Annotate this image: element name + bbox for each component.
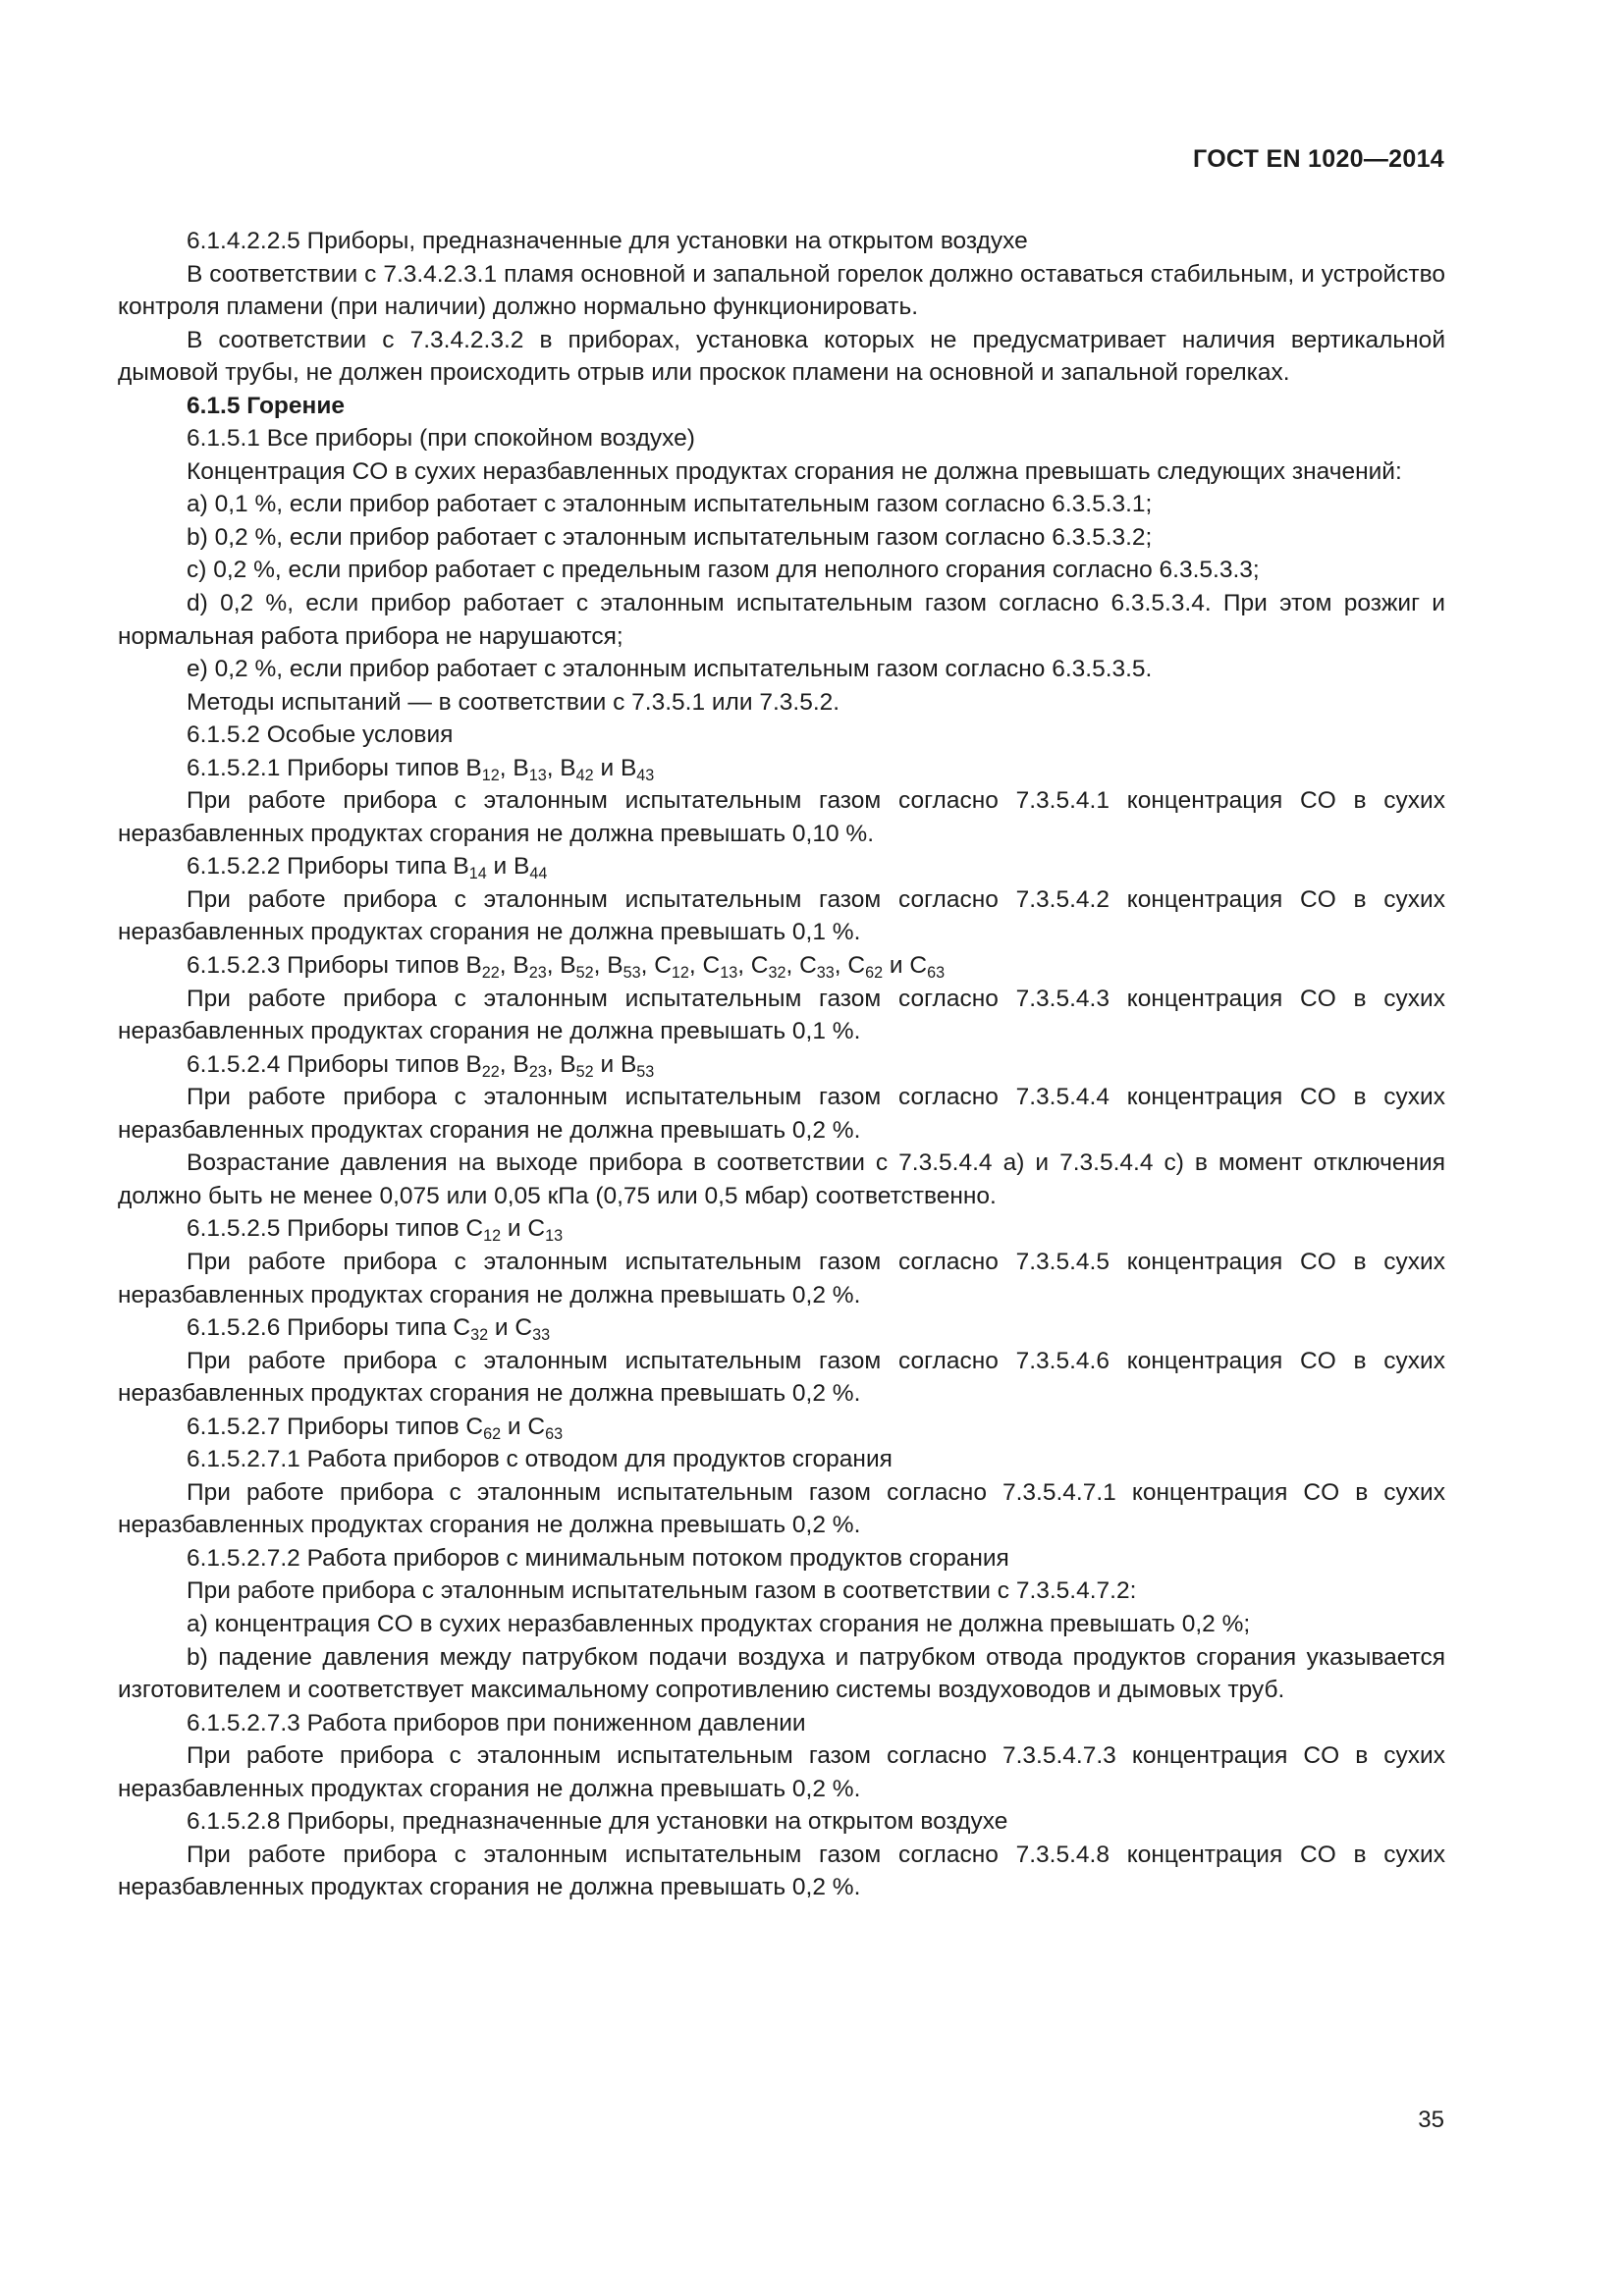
paragraph-text: 6.1.5 Горение — [187, 392, 346, 419]
subscript-text: 14 — [468, 865, 487, 883]
subscript-text: 33 — [532, 1326, 551, 1345]
paragraph-text: При работе прибора с эталонным испытательным газом согласно 7.3.5.4.4 концентрация CO в сухих неразбавленных продуктах сгорания не должна превышать 0,2 %. — [118, 1084, 1445, 1144]
paragraph — [118, 850, 1445, 883]
paragraph — [118, 390, 1445, 423]
paragraph-text: 6.1.5.2 Особые условия — [187, 721, 454, 749]
subscript-text: 22 — [481, 964, 500, 983]
paragraph — [118, 1608, 1445, 1641]
paragraph-text: 6.1.5.1 Все приборы (при спокойном воздухе) — [187, 425, 695, 453]
paragraph — [118, 1542, 1445, 1575]
subscript-text: 53 — [623, 964, 641, 983]
paragraph-text: 6.1.5.2.3 Приборы типов B — [187, 952, 482, 980]
paragraph-text: a) 0,1 %, если прибор работает с эталонным испытательным газом согласно 6.3.5.3.1; — [187, 491, 1153, 518]
subscript-text: 62 — [865, 964, 884, 983]
paragraph-text: a) концентрация CO в сухих неразбавленных продуктах сгорания не должна превышать 0,2 %; — [187, 1610, 1251, 1637]
subscript-text: 52 — [575, 1062, 594, 1081]
paragraph-text: , B — [546, 754, 576, 781]
paragraph — [118, 1575, 1445, 1608]
paragraph — [118, 1411, 1445, 1444]
paragraph-text: При работе прибора с эталонным испытательным газом согласно 7.3.5.4.8 концентрация CO в сухих неразбавленных продуктах сгорания не должна превышать 0,2 %. — [118, 1841, 1445, 1901]
paragraph — [118, 488, 1445, 521]
paragraph — [118, 1048, 1445, 1082]
subscript-text: 23 — [528, 1062, 547, 1081]
paragraph-text: , B — [499, 952, 529, 980]
subscript-text: 13 — [545, 1227, 564, 1246]
paragraph — [118, 1443, 1445, 1476]
paragraph-text: 6.1.5.2.7.2 Работа приборов с минимальным потоком продуктов сгорания — [187, 1544, 1009, 1572]
paragraph — [118, 686, 1445, 720]
paragraph-text: 6.1.5.2.4 Приборы типов B — [187, 1050, 482, 1078]
paragraph — [118, 784, 1445, 850]
subscript-text: 44 — [529, 865, 548, 883]
paragraph-text: 6.1.5.2.5 Приборы типов C — [187, 1215, 484, 1243]
paragraph — [118, 1641, 1445, 1707]
paragraph-text: При работе прибора с эталонным испытательным газом согласно 7.3.5.4.2 концентрация CO в сухих неразбавленных продуктах сгорания не должна превышать 0,1 %. — [118, 885, 1445, 946]
paragraph-text: 6.1.5.2.7.3 Работа приборов при пониженном давлении — [187, 1709, 806, 1736]
paragraph — [118, 1311, 1445, 1345]
paragraph-text: e) 0,2 %, если прибор работает с эталонным испытательным газом согласно 6.3.5.3.5. — [187, 656, 1153, 683]
paragraph-text: 6.1.5.2.7.1 Работа приборов с отводом для продуктов сгорания — [187, 1446, 893, 1473]
paragraph — [118, 883, 1445, 949]
paragraph — [118, 949, 1445, 983]
paragraph — [118, 752, 1445, 785]
paragraph — [118, 587, 1445, 653]
paragraph-text: 6.1.5.2.8 Приборы, предназначенные для установки на открытом воздухе — [187, 1808, 1008, 1836]
subscript-text: 22 — [481, 1062, 500, 1081]
paragraph — [118, 422, 1445, 455]
paragraph-text: В соответствии с 7.3.4.2.3.1 пламя основной и запальной горелок должно оставаться стабильным, и устройство контроля пламени (при наличии) должно нормально функционировать. — [118, 260, 1445, 321]
paragraph — [118, 983, 1445, 1048]
subscript-text: 33 — [816, 964, 835, 983]
paragraph-text: При работе прибора с эталонным испытательным газом согласно 7.3.5.4.6 концентрация CO в сухих неразбавленных продуктах сгорания не должна превышать 0,2 %. — [118, 1347, 1445, 1408]
subscript-text: 13 — [720, 964, 738, 983]
subscript-text: 52 — [575, 964, 594, 983]
paragraph-text: , B — [499, 754, 529, 781]
document-header: ГОСТ EN 1020—2014 — [1193, 145, 1444, 173]
paragraph — [118, 1147, 1445, 1212]
paragraph — [118, 719, 1445, 752]
paragraph — [118, 1476, 1445, 1542]
paragraph-text: 6.1.5.2.2 Приборы типа B — [187, 853, 469, 881]
paragraph — [118, 653, 1445, 686]
paragraph — [118, 1212, 1445, 1246]
paragraph — [118, 1081, 1445, 1147]
paragraph-text: Концентрация CO в сухих неразбавленных продуктах сгорания не должна превышать следующих значений: — [187, 457, 1402, 485]
paragraph-text: , B — [546, 952, 576, 980]
paragraph — [118, 1707, 1445, 1740]
paragraph — [118, 554, 1445, 587]
subscript-text: 62 — [483, 1424, 502, 1443]
subscript-text: 12 — [671, 964, 689, 983]
subscript-text: 32 — [470, 1326, 489, 1345]
subscript-text: 12 — [483, 1227, 502, 1246]
paragraph-text: d) 0,2 %, если прибор работает с эталонным испытательным газом согласно 6.3.5.3.4. При этом розжиг и нормальная работа прибора не нарушаются; — [118, 590, 1445, 650]
subscript-text: 43 — [636, 766, 655, 784]
paragraph — [118, 455, 1445, 489]
paragraph — [118, 324, 1445, 390]
paragraph-text: При работе прибора с эталонным испытательным газом согласно 7.3.5.4.5 концентрация CO в сухих неразбавленных продуктах сгорания не должна превышать 0,2 %. — [118, 1248, 1445, 1308]
paragraph-text: и B — [486, 853, 530, 881]
paragraph-text: 6.1.5.2.6 Приборы типа C — [187, 1314, 471, 1342]
subscript-text: 12 — [481, 766, 500, 784]
paragraph-text: При работе прибора с эталонным испытательным газом согласно 7.3.5.4.3 концентрация CO в сухих неразбавленных продуктах сгорания не должна превышать 0,1 %. — [118, 985, 1445, 1045]
paragraph-text: При работе прибора с эталонным испытательным газом согласно 7.3.5.4.7.1 концентрация CO в сухих неразбавленных продуктах сгорания не должна превышать 0,2 %. — [118, 1478, 1445, 1539]
subscript-text: 63 — [927, 964, 946, 983]
subscript-text: 63 — [545, 1424, 564, 1443]
subscript-text: 13 — [528, 766, 547, 784]
paragraph-text: , B — [593, 952, 623, 980]
document-body — [118, 225, 1445, 1904]
paragraph-text: , C — [785, 952, 817, 980]
paragraph-text: и B — [593, 754, 637, 781]
paragraph-text: 6.1.5.2.1 Приборы типов B — [187, 754, 482, 781]
paragraph-text: В соответствии с 7.3.4.2.3.2 в приборах, установка которых не предусматривает наличия вертикальной дымовой трубы, не должен происходить отрыв или проскок пламени на основной и запальной горелках. — [118, 326, 1445, 387]
paragraph — [118, 1345, 1445, 1411]
paragraph — [118, 1246, 1445, 1311]
paragraph-text: При работе прибора с эталонным испытательным газом в соответствии с 7.3.5.4.7.2: — [187, 1577, 1137, 1605]
paragraph-text: b) падение давления между патрубком подачи воздуха и патрубком отвода продуктов сгорания указывается изготовителем и соответствует максимальному сопротивлению системы воздуховодов и дымовых труб. — [118, 1643, 1445, 1704]
paragraph-text: При работе прибора с эталонным испытательным газом согласно 7.3.5.4.1 концентрация CO в сухих неразбавленных продуктах сгорания не должна превышать 0,10 %. — [118, 787, 1445, 847]
paragraph-text: , B — [546, 1050, 576, 1078]
paragraph-text: и C — [488, 1314, 533, 1342]
paragraph-text: c) 0,2 %, если прибор работает с предельным газом для неполного сгорания согласно 6.3.5.3.3; — [187, 557, 1260, 584]
subscript-text: 53 — [636, 1062, 655, 1081]
paragraph — [118, 1839, 1445, 1904]
paragraph-text: и C — [501, 1215, 546, 1243]
paragraph — [118, 1739, 1445, 1805]
paragraph-text: , C — [834, 952, 866, 980]
subscript-text: 42 — [575, 766, 594, 784]
paragraph-text: и B — [593, 1050, 637, 1078]
paragraph-text: , B — [499, 1050, 529, 1078]
paragraph-text: При работе прибора с эталонным испытательным газом согласно 7.3.5.4.7.3 концентрация CO в сухих неразбавленных продуктах сгорания не должна превышать 0,2 %. — [118, 1742, 1445, 1802]
subscript-text: 23 — [528, 964, 547, 983]
paragraph-text: Возрастание давления на выходе прибора в соответствии с 7.3.5.4.4 a) и 7.3.5.4.4 c) в момент отключения должно быть не менее 0,075 или 0,05 кПа (0,75 или 0,5 мбар) соответственно. — [118, 1149, 1445, 1209]
paragraph-text: , C — [640, 952, 672, 980]
paragraph-text: , C — [688, 952, 721, 980]
paragraph-text: b) 0,2 %, если прибор работает с эталонным испытательным газом согласно 6.3.5.3.2; — [187, 523, 1153, 551]
paragraph — [118, 258, 1445, 324]
paragraph-text: Методы испытаний — в соответствии с 7.3.5.1 или 7.3.5.2. — [187, 688, 840, 716]
paragraph-text: 6.1.4.2.2.5 Приборы, предназначенные для установки на открытом воздухе — [187, 228, 1028, 254]
paragraph-text: 6.1.5.2.7 Приборы типов C — [187, 1413, 484, 1440]
paragraph-text: , C — [737, 952, 769, 980]
paragraph — [118, 1805, 1445, 1839]
subscript-text: 32 — [768, 964, 786, 983]
page-number: 35 — [1418, 2107, 1444, 2133]
paragraph-text: и C — [883, 952, 928, 980]
paragraph-text: и C — [501, 1413, 546, 1440]
paragraph — [118, 225, 1445, 258]
paragraph — [118, 521, 1445, 555]
